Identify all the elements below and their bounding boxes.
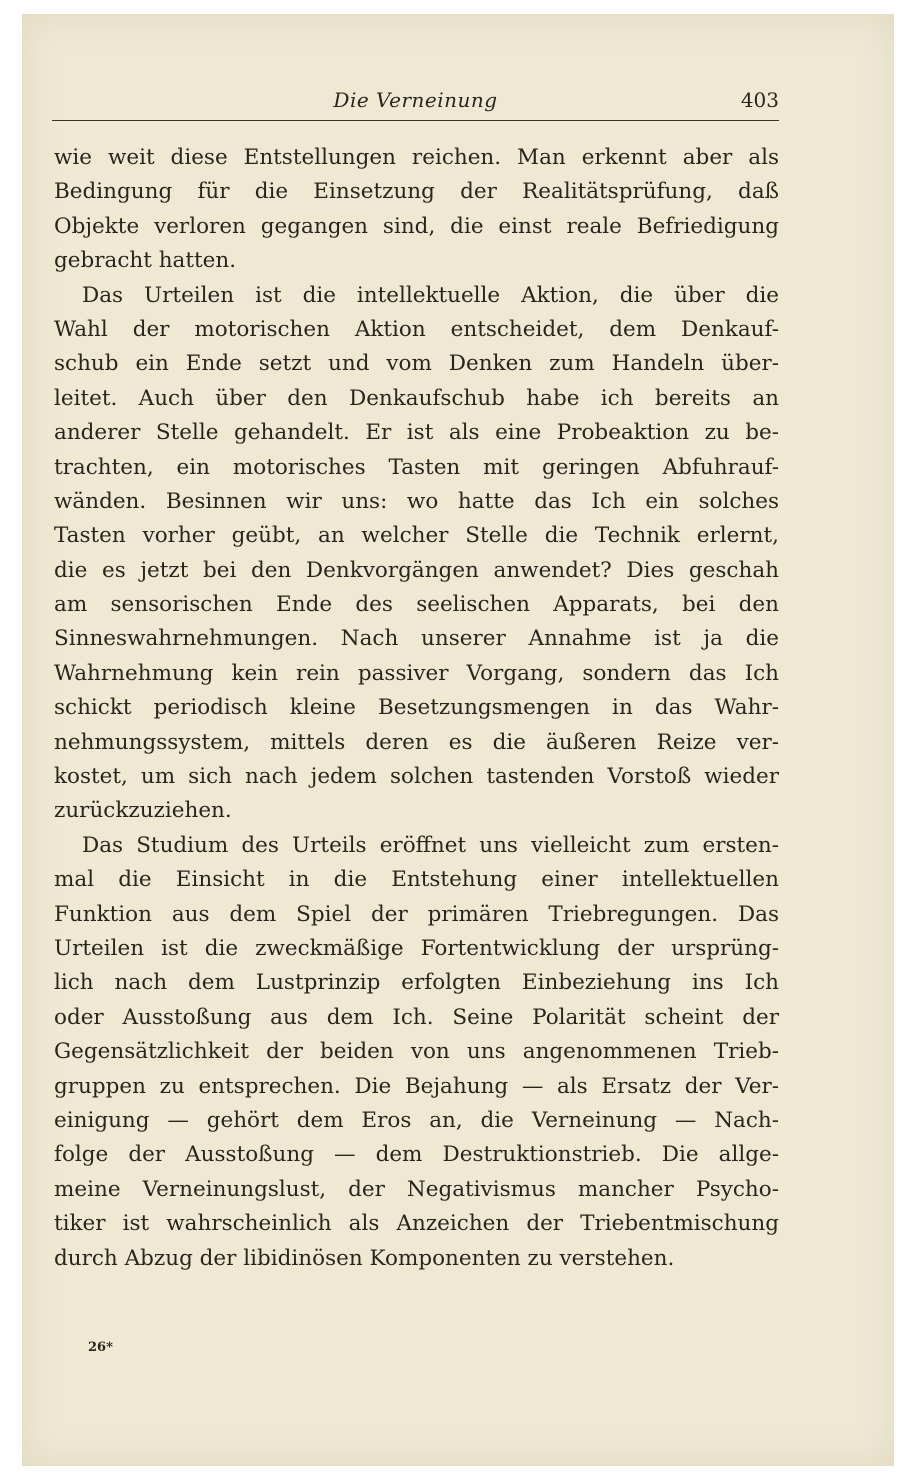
- text-line: Objekte verloren gegangen sind, die einst reale Befriedigung: [54, 213, 779, 239]
- text-line: anderer Stelle gehandelt. Er ist als eine Probeaktion zu be-: [54, 420, 779, 446]
- text-line: Gegensätzlichkeit der beiden von uns angenommenen Trieb-: [54, 1039, 779, 1065]
- paragraph: [54, 829, 779, 1276]
- text-line: Das Urteilen ist die intellektuelle Aktion, die über die: [82, 282, 779, 308]
- text-line: Funktion aus dem Spiel der primären Triebregungen. Das: [54, 901, 779, 927]
- text-line: kostet, um sich nach jedem solchen tastenden Vorstoß wieder: [54, 764, 779, 790]
- text-line: Bedingung für die Einsetzung der Realitätsprüfung, daß: [54, 179, 779, 205]
- text-line: wänden. Besinnen wir uns: wo hatte das Ich ein solches: [54, 488, 779, 514]
- page-number: 403: [740, 88, 779, 112]
- text-line: am sensorischen Ende des seelischen Apparats, bei den: [54, 592, 779, 618]
- text-line: durch Abzug der libidinösen Komponenten zu verstehen.: [54, 1245, 675, 1271]
- text-line: Das Studium des Urteils eröffnet uns vielleicht zum ersten-: [82, 832, 779, 858]
- text-line: gruppen zu entsprechen. Die Bejahung — als Ersatz der Ver-: [54, 1073, 779, 1099]
- printer-signature: 26*: [88, 1340, 113, 1355]
- body-text: [54, 141, 779, 1276]
- text-line: schub ein Ende setzt und vom Denken zum Handeln über-: [54, 351, 779, 377]
- text-line: folge der Ausstoßung — dem Destruktionstrieb. Die allge-: [54, 1142, 779, 1168]
- text-line: gebracht hatten.: [54, 248, 237, 274]
- text-line: einigung — gehört dem Eros an, die Verneinung — Nach-: [54, 1107, 779, 1133]
- text-line: Sinneswahrnehmungen. Nach unserer Annahme ist ja die: [54, 626, 779, 652]
- text-line: tiker ist wahrscheinlich als Anzeichen der Triebentmischung: [54, 1211, 779, 1237]
- text-line: meine Verneinungslust, der Negativismus mancher Psycho-: [54, 1176, 779, 1202]
- book-page: [22, 14, 894, 1466]
- header-rule: [52, 120, 779, 121]
- text-line: trachten, ein motorisches Tasten mit geringen Abfuhrauf-: [54, 454, 779, 480]
- text-line: Urteilen ist die zweckmäßige Fortentwicklung der ursprüng-: [54, 935, 779, 961]
- text-line: wie weit diese Entstellungen reichen. Man erkennt aber als: [54, 145, 779, 170]
- text-line: Wahrnehmung kein rein passiver Vorgang, sondern das Ich: [54, 660, 779, 686]
- paragraph: [54, 141, 779, 279]
- text-line: Tasten vorher geübt, an welcher Stelle die Technik erlernt,: [54, 523, 779, 549]
- text-line: die es jetzt bei den Denkvorgängen anwendet? Dies geschah: [54, 557, 779, 583]
- text-line: nehmungssystem, mittels deren es die äußeren Reize ver-: [54, 729, 779, 755]
- running-title: Die Verneinung: [333, 88, 498, 112]
- paragraph: [54, 279, 779, 829]
- text-line: schickt periodisch kleine Besetzungsmengen in das Wahr-: [54, 695, 779, 721]
- text-line: zurückzuziehen.: [54, 798, 232, 824]
- text-line: lich nach dem Lustprinzip erfolgten Einbeziehung ins Ich: [54, 970, 779, 996]
- text-line: Wahl der motorischen Aktion entscheidet, dem Denkauf-: [54, 316, 779, 342]
- text-line: mal die Einsicht in die Entstehung einer intellektuellen: [54, 867, 779, 893]
- text-line: oder Ausstoßung aus dem Ich. Seine Polarität scheint der: [54, 1004, 779, 1030]
- text-line: leitet. Auch über den Denkaufschub habe ich bereits an: [54, 385, 779, 411]
- page-header: [52, 88, 779, 118]
